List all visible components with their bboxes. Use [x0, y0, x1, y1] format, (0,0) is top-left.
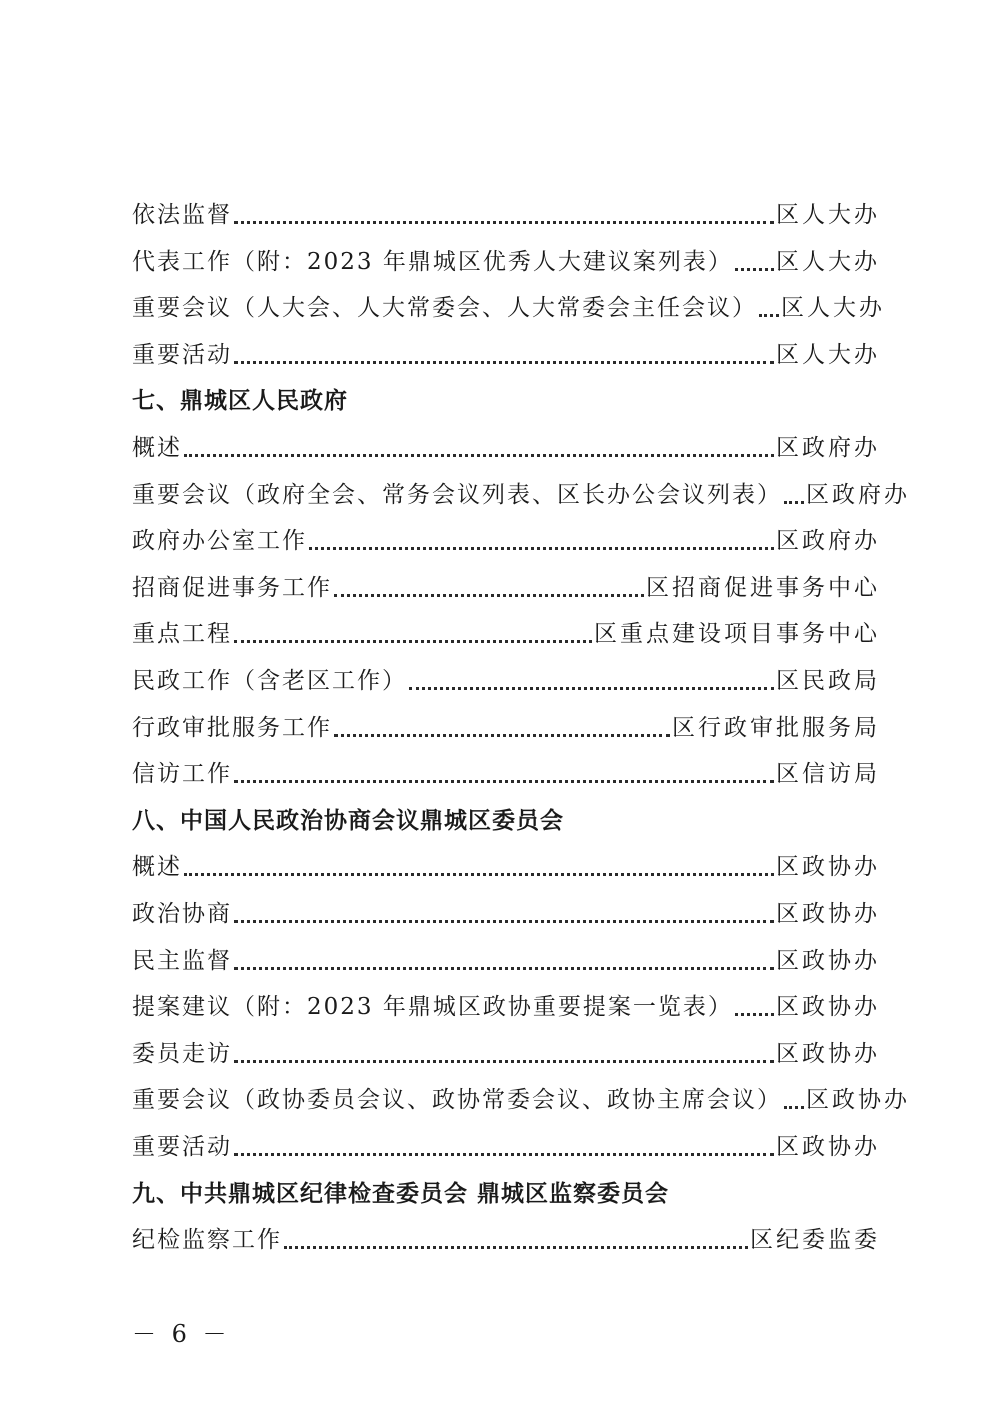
toc-entry: [132, 842, 880, 882]
toc-entry-owner: 区民政局: [776, 668, 880, 694]
toc-entry-owner: 区政协办: [776, 994, 880, 1020]
dot-leader: [334, 594, 644, 597]
toc-entry-owner: 区重点建设项目事务中心: [594, 621, 880, 647]
toc-entry-owner: 区政协办: [776, 948, 880, 974]
toc-entry-title: 重要会议（政府全会、常务会议列表、区长办公会议列表）: [132, 482, 782, 508]
dot-leader: [234, 780, 774, 783]
toc-entry-title: 依法监督: [132, 202, 232, 228]
toc-entry-owner: 区政协办: [806, 1087, 910, 1113]
dot-leader: [784, 1106, 804, 1109]
section-heading: 九、中共鼎城区纪律检查委员会 鼎城区监察委员会: [132, 1181, 670, 1207]
toc-entry-owner: 区政协办: [776, 1134, 880, 1160]
dot-leader: [234, 920, 774, 923]
toc-entry: [132, 330, 880, 370]
toc-entry: [132, 237, 880, 277]
toc-entry: [132, 423, 880, 463]
toc-entry: [132, 656, 880, 696]
toc-entry-title: 提案建议（附：2023 年鼎城区政协重要提案一览表）: [132, 994, 733, 1020]
toc-entry-owner: 区政府办: [776, 435, 880, 461]
toc-entry-owner: 区政协办: [776, 1041, 880, 1067]
toc-entry-owner: 区人大办: [776, 202, 880, 228]
dot-leader: [735, 1013, 774, 1016]
dot-leader: [234, 640, 592, 643]
toc-entry: [132, 936, 880, 976]
toc-entry-title: 重要会议（政协委员会议、政协常委会议、政协主席会议）: [132, 1087, 782, 1113]
section-heading: 七、鼎城区人民政府: [132, 388, 348, 414]
dot-leader: [234, 967, 774, 970]
toc-entry: [132, 470, 910, 510]
dot-leader: [759, 314, 779, 317]
toc-entry-title: 民主监督: [132, 948, 232, 974]
toc-entry: [132, 1215, 880, 1255]
toc-entry: [132, 190, 880, 230]
dot-leader: [234, 1060, 774, 1063]
toc-entry-owner: 区政府办: [776, 528, 880, 554]
toc-entry-title: 政治协商: [132, 901, 232, 927]
dot-leader: [309, 547, 774, 550]
dot-leader: [784, 501, 804, 504]
toc-entry-title: 行政审批服务工作: [132, 715, 332, 741]
dot-leader: [234, 361, 774, 364]
toc-entry-title: 重要会议（人大会、人大常委会、人大常委会主任会议）: [132, 295, 757, 321]
dot-leader: [234, 1153, 774, 1156]
toc-entry: [132, 982, 880, 1022]
toc-entry-owner: 区行政审批服务局: [672, 715, 880, 741]
dot-leader: [184, 873, 774, 876]
toc-entry-title: 重要活动: [132, 1134, 232, 1160]
page-number: － 6 －: [132, 1320, 231, 1348]
toc-entry: [132, 1029, 880, 1069]
section-heading: 八、中国人民政治协商会议鼎城区委员会: [132, 808, 564, 834]
toc-entry: [132, 1122, 880, 1162]
toc-entry-title: 信访工作: [132, 761, 232, 787]
toc-entry: [132, 1075, 910, 1115]
toc-entry: [132, 283, 885, 323]
toc-entry-title: 重要活动: [132, 342, 232, 368]
toc-entry: [132, 889, 880, 929]
dot-leader: [735, 268, 774, 271]
toc-entry: [132, 609, 880, 649]
toc-entry-title: 招商促进事务工作: [132, 575, 332, 601]
toc-entry-owner: 区纪委监委: [750, 1227, 880, 1253]
toc-entry-owner: 区招商促进事务中心: [646, 575, 880, 601]
toc-entry-title: 民政工作（含老区工作）: [132, 668, 407, 694]
toc-entry-owner: 区人大办: [776, 249, 880, 275]
toc-entry-owner: 区人大办: [776, 342, 880, 368]
toc-entry-title: 概述: [132, 854, 182, 880]
toc-entry-owner: 区政协办: [776, 901, 880, 927]
toc-entry: [132, 703, 880, 743]
toc-entry: [132, 749, 880, 789]
toc-entry-owner: 区人大办: [781, 295, 885, 321]
toc-entry-owner: 区政协办: [776, 854, 880, 880]
toc-entry-owner: 区政府办: [806, 482, 910, 508]
toc-entry-title: 政府办公室工作: [132, 528, 307, 554]
dot-leader: [284, 1246, 748, 1249]
dot-leader: [234, 221, 774, 224]
toc-entry-title: 概述: [132, 435, 182, 461]
toc-entry-title: 纪检监察工作: [132, 1227, 282, 1253]
toc-entry: [132, 563, 880, 603]
dot-leader: [334, 734, 670, 737]
toc-entry-title: 委员走访: [132, 1041, 232, 1067]
toc-entry-owner: 区信访局: [776, 761, 880, 787]
toc-entry-title: 重点工程: [132, 621, 232, 647]
dot-leader: [409, 687, 774, 690]
dot-leader: [184, 454, 774, 457]
toc-entry: [132, 516, 880, 556]
toc-entry-title: 代表工作（附：2023 年鼎城区优秀人大建议案列表）: [132, 249, 733, 275]
